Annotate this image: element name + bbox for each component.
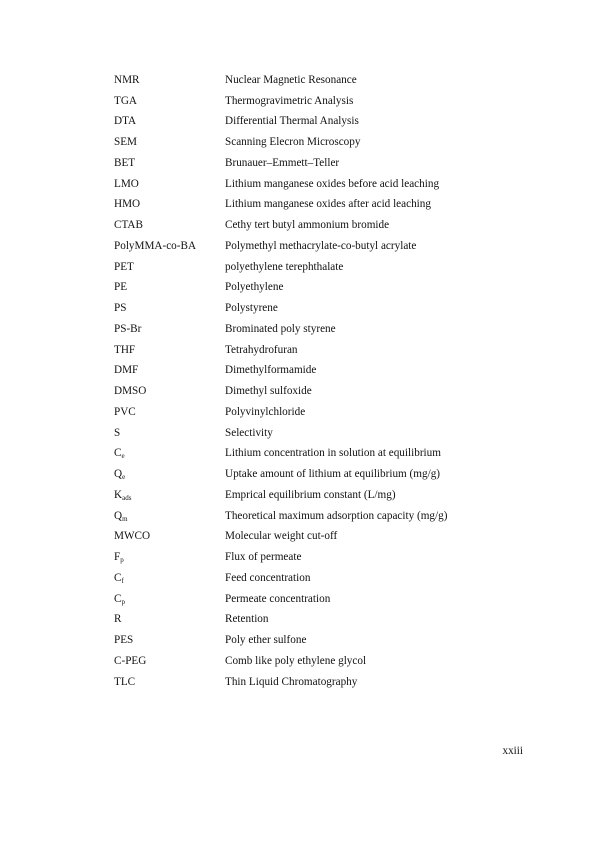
abbreviation-term: SEM [114,136,138,149]
symbol-subscript: p [121,597,125,606]
symbol-base: K [114,488,123,501]
abbreviation-definition: Nuclear Magnetic Resonance [225,73,357,86]
abbreviation-term: PS [114,302,127,315]
abbreviation-definition: Brominated poly styrene [225,322,336,335]
abbreviation-row [114,112,534,133]
abbreviation-row [114,195,534,216]
abbreviation-row [114,319,534,340]
abbreviation-term: NMR [114,73,140,86]
abbreviation-row [114,70,534,91]
abbreviation-row [114,630,534,651]
abbreviation-definition: Permeate concentration [225,592,331,605]
abbreviation-definition: Cethy tert butyl ammonium bromide [225,219,390,232]
abbreviation-row [114,402,534,423]
abbreviation-list [114,70,534,693]
abbreviation-term: PET [114,260,134,273]
abbreviation-term [114,490,225,501]
abbreviation-row [114,174,534,195]
abbreviation-term: HMO [114,198,141,211]
abbreviation-definition: Thin Liquid Chromatography [225,675,358,688]
symbol-subscript: f [121,576,124,585]
abbreviation-row [114,547,534,568]
abbreviation-definition: polyethylene terephthalate [225,260,344,273]
abbreviation-term [114,552,225,563]
abbreviation-term: S [114,426,121,439]
abbreviation-term: DTA [114,115,137,128]
symbol-subscript: m [122,514,128,523]
symbol-base: Q [114,468,123,481]
abbreviation-term [114,511,225,522]
abbreviation-row [114,236,534,257]
abbreviation-definition: Thermogravimetric Analysis [225,94,354,107]
abbreviation-definition: Polyethylene [225,281,284,294]
abbreviation-definition: Selectivity [225,426,273,439]
abbreviation-definition: Polymethyl methacrylate-co-butyl acrylate [225,239,417,252]
abbreviation-term: TLC [114,675,136,688]
abbreviation-definition: Polystyrene [225,302,278,315]
abbreviation-row [114,485,534,506]
abbreviation-definition: Lithium manganese oxides before acid leaching [225,177,440,190]
symbol-subscript: p [120,556,124,565]
page-number: xxiii [502,745,523,757]
abbreviation-row [114,278,534,299]
abbreviation-row [114,91,534,112]
abbreviation-definition: Polyvinylchloride [225,405,306,418]
abbreviation-term [114,448,225,459]
abbreviation-row [114,672,534,693]
abbreviation-term: PolyMMA-co-BA [114,239,197,252]
abbreviation-definition: Poly ether sulfone [225,634,307,647]
symbol-base: C [114,571,122,584]
abbreviation-definition: Comb like poly ethylene glycol [225,654,367,667]
abbreviation-row [114,153,534,174]
abbreviation-term [114,594,225,605]
abbreviation-definition: Molecular weight cut-off [225,530,338,543]
abbreviation-row [114,610,534,631]
abbreviation-row [114,340,534,361]
symbol-base: C [114,447,122,460]
abbreviation-term [114,573,225,584]
abbreviation-definition: Theoretical maximum adsorption capacity (mg/g) [225,509,448,522]
abbreviation-term: TGA [114,94,137,107]
abbreviation-definition: Feed concentration [225,571,311,584]
abbreviation-row [114,257,534,278]
abbreviation-row [114,589,534,610]
symbol-base: Q [114,509,123,522]
abbreviation-definition: Lithium manganese oxides after acid leaching [225,198,431,211]
abbreviation-term: PS-Br [114,322,142,335]
abbreviation-term: C-PEG [114,654,147,667]
abbreviation-definition: Dimethyl sulfoxide [225,385,312,398]
abbreviation-term: MWCO [114,530,151,543]
abbreviation-term: BET [114,156,136,169]
symbol-base: F [114,551,121,564]
abbreviation-row [114,527,534,548]
abbreviation-definition: Flux of permeate [225,551,302,564]
abbreviation-row [114,444,534,465]
abbreviation-row [114,215,534,236]
symbol-base: C [114,592,122,605]
abbreviation-term: PVC [114,405,136,418]
abbreviation-definition: Scanning Elecron Microscopy [225,136,361,149]
symbol-subscript: e [121,452,125,461]
abbreviation-term [114,469,225,480]
abbreviation-definition: Dimethylformamide [225,364,317,377]
abbreviation-term: R [114,613,122,626]
abbreviation-row [114,381,534,402]
abbreviation-term: PES [114,634,134,647]
symbol-subscript: e [122,473,126,482]
abbreviation-row [114,132,534,153]
abbreviation-row [114,423,534,444]
abbreviation-term: DMF [114,364,139,377]
abbreviation-term: CTAB [114,219,143,232]
abbreviation-definition: Emprical equilibrium constant (L/mg) [225,488,396,501]
abbreviation-definition: Retention [225,613,269,626]
abbreviation-definition: Brunauer–Emmett–Teller [225,156,340,169]
abbreviation-term: PE [114,281,128,294]
abbreviation-row [114,651,534,672]
abbreviation-term: THF [114,343,136,356]
abbreviation-row [114,568,534,589]
abbreviation-row [114,298,534,319]
symbol-subscript: ads [122,493,132,502]
abbreviation-definition: Lithium concentration in solution at equilibrium [225,447,441,460]
abbreviation-definition: Uptake amount of lithium at equilibrium (mg/g) [225,468,441,481]
abbreviation-row [114,361,534,382]
abbreviation-definition: Tetrahydrofuran [225,343,298,356]
abbreviation-row [114,464,534,485]
abbreviation-term: LMO [114,177,139,190]
abbreviation-term: DMSO [114,385,147,398]
abbreviation-row [114,506,534,527]
abbreviation-definition: Differential Thermal Analysis [225,115,359,128]
